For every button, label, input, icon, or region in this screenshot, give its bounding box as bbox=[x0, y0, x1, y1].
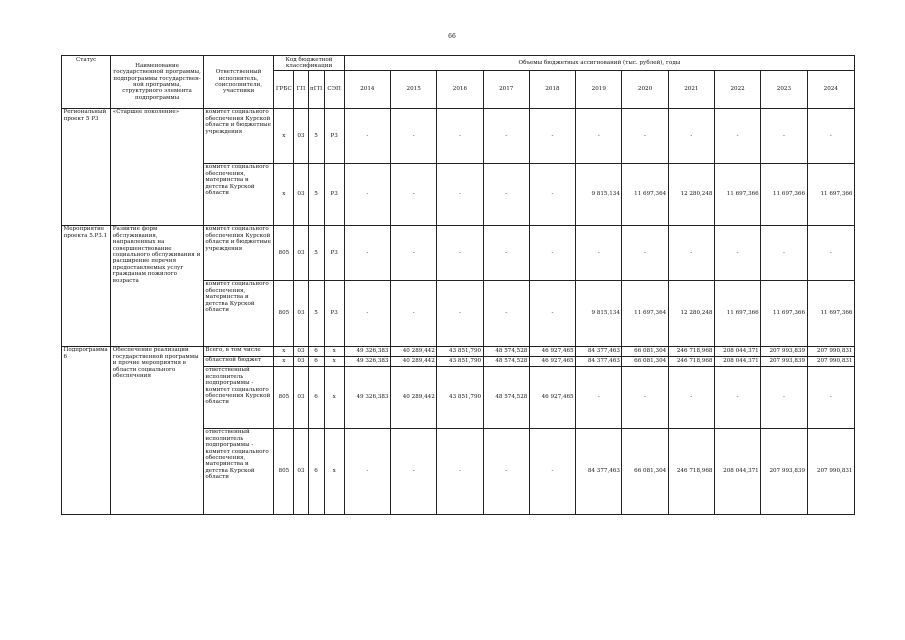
row-code-cell: х bbox=[324, 356, 344, 366]
row-code-cell: 03 bbox=[294, 280, 308, 346]
row-value-cell: 207 993,839 bbox=[761, 356, 807, 366]
row-value-cell: - bbox=[576, 225, 622, 280]
header-year: 2023 bbox=[761, 70, 807, 108]
row-code-cell: 03 bbox=[294, 108, 308, 163]
row-value-cell: 66 081,304 bbox=[622, 346, 668, 356]
page-number: 66 bbox=[448, 33, 456, 40]
row-value-cell: 11 697,364 bbox=[622, 280, 668, 346]
row-value-cell: 46 927,465 bbox=[529, 346, 575, 356]
row-value-cell: - bbox=[437, 163, 483, 225]
row-value-cell: 49 326,383 bbox=[344, 356, 390, 366]
row-value-cell: - bbox=[714, 225, 760, 280]
row-code-cell: 805 bbox=[274, 428, 294, 514]
row-value-cell: - bbox=[344, 280, 390, 346]
row-value-cell: 66 081,304 bbox=[622, 356, 668, 366]
header-name: Наименование государственной программы, подпрограммы государствен-ной программы, структурного элемента подпрограммы bbox=[111, 56, 204, 109]
row-value-cell: 11 697,366 bbox=[714, 163, 760, 225]
row-code-cell: х bbox=[324, 346, 344, 356]
row-code-cell: 5 bbox=[308, 225, 324, 280]
row-executor: ответственный исполнитель подпрограммы - комитет социального обеспечения, материнства и детства Курской области bbox=[203, 428, 273, 514]
row-value-cell: 84 377,463 bbox=[576, 346, 622, 356]
row-value-cell: 11 697,366 bbox=[807, 163, 854, 225]
row-value-cell: 12 280,248 bbox=[668, 163, 714, 225]
row-program-name: Обеспечение реализации государственной программы и прочие мероприятия в области социального обеспечения bbox=[111, 346, 204, 514]
row-code-cell: х bbox=[274, 163, 294, 225]
header-code-sep: СЭП bbox=[324, 70, 344, 108]
row-value-cell: - bbox=[807, 225, 854, 280]
row-code-cell: 03 bbox=[294, 346, 308, 356]
row-value-cell: 11 697,366 bbox=[761, 163, 807, 225]
row-value-cell: 207 990,831 bbox=[807, 356, 854, 366]
row-code-cell: 805 bbox=[274, 280, 294, 346]
row-value-cell: - bbox=[483, 428, 529, 514]
row-value-cell: - bbox=[807, 108, 854, 163]
row-code-cell: х bbox=[274, 108, 294, 163]
header-budget-code: Код бюджетной классификации bbox=[274, 56, 344, 71]
row-value-cell: - bbox=[344, 163, 390, 225]
table-row bbox=[62, 346, 855, 356]
row-code-cell: 805 bbox=[274, 225, 294, 280]
budget-table bbox=[61, 55, 855, 515]
row-value-cell: 66 081,304 bbox=[622, 428, 668, 514]
row-value-cell: - bbox=[529, 225, 575, 280]
row-value-cell: - bbox=[391, 108, 437, 163]
row-value-cell: 9 815,134 bbox=[576, 163, 622, 225]
row-value-cell: - bbox=[576, 366, 622, 428]
row-value-cell: 48 574,528 bbox=[483, 346, 529, 356]
row-value-cell: 48 574,528 bbox=[483, 356, 529, 366]
row-code-cell: 6 bbox=[308, 366, 324, 428]
table-row bbox=[62, 108, 855, 163]
row-value-cell: 11 697,366 bbox=[807, 280, 854, 346]
row-value-cell: 11 697,366 bbox=[761, 280, 807, 346]
row-code-cell: 6 bbox=[308, 356, 324, 366]
header-executor: Ответственный исполнитель, соисполнители, участники bbox=[203, 56, 273, 109]
row-executor: комитет социального обеспечения Курской области и бюджетные учреждения bbox=[203, 108, 273, 163]
row-value-cell: - bbox=[437, 280, 483, 346]
row-value-cell: - bbox=[483, 280, 529, 346]
row-value-cell: - bbox=[529, 108, 575, 163]
row-value-cell: 40 289,442 bbox=[391, 346, 437, 356]
row-value-cell: - bbox=[761, 225, 807, 280]
row-value-cell: - bbox=[668, 225, 714, 280]
row-value-cell: - bbox=[483, 225, 529, 280]
row-code-cell: 03 bbox=[294, 225, 308, 280]
table-row bbox=[62, 225, 855, 280]
row-value-cell: - bbox=[344, 225, 390, 280]
row-value-cell: 40 289,442 bbox=[391, 366, 437, 428]
header-code-grbs: ГРБС bbox=[274, 70, 294, 108]
header-year: 2021 bbox=[668, 70, 714, 108]
header-year: 2020 bbox=[622, 70, 668, 108]
header-year: 2014 bbox=[344, 70, 390, 108]
row-value-cell: 12 280,248 bbox=[668, 280, 714, 346]
row-value-cell: 11 697,366 bbox=[714, 280, 760, 346]
row-status: Мероприятие проекта 5.Р3.1 bbox=[62, 225, 111, 346]
row-executor: Всего, в том числе bbox=[203, 346, 273, 356]
header-code-gp: ГП bbox=[294, 70, 308, 108]
header-year: 2024 bbox=[807, 70, 854, 108]
row-value-cell: 246 718,968 bbox=[668, 356, 714, 366]
row-code-cell: 6 bbox=[308, 346, 324, 356]
row-value-cell: - bbox=[483, 108, 529, 163]
row-value-cell: 46 927,465 bbox=[529, 356, 575, 366]
row-code-cell: 5 bbox=[308, 108, 324, 163]
row-value-cell: 43 851,790 bbox=[437, 366, 483, 428]
row-value-cell: 43 851,790 bbox=[437, 346, 483, 356]
row-code-cell: 03 bbox=[294, 356, 308, 366]
row-value-cell: - bbox=[391, 280, 437, 346]
row-status: Подпрограмма 6 bbox=[62, 346, 111, 514]
row-code-cell: 5 bbox=[308, 163, 324, 225]
row-executor: ответственный исполнитель подпрограммы - комитет социального обеспечения Курской области bbox=[203, 366, 273, 428]
row-value-cell: - bbox=[344, 428, 390, 514]
row-value-cell: - bbox=[391, 163, 437, 225]
row-executor: комитет социального обеспечения Курской области и бюджетные учреждения bbox=[203, 225, 273, 280]
row-value-cell: 208 044,371 bbox=[714, 356, 760, 366]
row-value-cell: 46 927,465 bbox=[529, 366, 575, 428]
row-value-cell: - bbox=[576, 108, 622, 163]
row-code-cell: 6 bbox=[308, 428, 324, 514]
header-year: 2015 bbox=[391, 70, 437, 108]
header-status: Статус bbox=[62, 56, 111, 109]
row-value-cell: 208 044,371 bbox=[714, 428, 760, 514]
row-value-cell: - bbox=[714, 108, 760, 163]
row-executor: комитет социального обеспечения, материнства и детства Курской области bbox=[203, 280, 273, 346]
row-executor: областной бюджет bbox=[203, 356, 273, 366]
row-value-cell: - bbox=[483, 163, 529, 225]
header-year: 2019 bbox=[576, 70, 622, 108]
row-value-cell: - bbox=[391, 428, 437, 514]
row-value-cell: - bbox=[668, 366, 714, 428]
row-value-cell: - bbox=[529, 280, 575, 346]
header-volumes: Объемы бюджетных ассигнований (тыс. рублей), годы bbox=[344, 56, 854, 71]
row-value-cell: 9 815,134 bbox=[576, 280, 622, 346]
row-code-cell: Р3 bbox=[324, 225, 344, 280]
row-code-cell: Р3 bbox=[324, 108, 344, 163]
row-value-cell: - bbox=[714, 366, 760, 428]
row-value-cell: - bbox=[761, 366, 807, 428]
row-code-cell: 03 bbox=[294, 428, 308, 514]
row-value-cell: 207 993,839 bbox=[761, 346, 807, 356]
row-value-cell: 246 718,968 bbox=[668, 428, 714, 514]
row-value-cell: - bbox=[529, 163, 575, 225]
row-value-cell: - bbox=[622, 366, 668, 428]
header-year: 2017 bbox=[483, 70, 529, 108]
row-value-cell: - bbox=[391, 225, 437, 280]
header-code-pgp: пГП bbox=[308, 70, 324, 108]
row-code-cell: х bbox=[274, 356, 294, 366]
row-status: Региональный проект 5 Р3 bbox=[62, 108, 111, 225]
header-year: 2022 bbox=[714, 70, 760, 108]
row-code-cell: 805 bbox=[274, 366, 294, 428]
row-code-cell: 5 bbox=[308, 280, 324, 346]
row-value-cell: 84 377,463 bbox=[576, 356, 622, 366]
row-value-cell: - bbox=[529, 428, 575, 514]
row-value-cell: 84 377,463 bbox=[576, 428, 622, 514]
row-executor: комитет социального обеспечения, материнства и детства Курской области bbox=[203, 163, 273, 225]
row-value-cell: - bbox=[622, 225, 668, 280]
row-value-cell: 207 990,831 bbox=[807, 346, 854, 356]
row-value-cell: - bbox=[622, 108, 668, 163]
row-value-cell: - bbox=[761, 108, 807, 163]
row-code-cell: х bbox=[324, 428, 344, 514]
row-code-cell: 03 bbox=[294, 163, 308, 225]
row-code-cell: х bbox=[274, 346, 294, 356]
row-code-cell: 03 bbox=[294, 366, 308, 428]
header-year: 2018 bbox=[529, 70, 575, 108]
row-value-cell: - bbox=[437, 428, 483, 514]
row-code-cell: Р3 bbox=[324, 163, 344, 225]
row-value-cell: 11 697,364 bbox=[622, 163, 668, 225]
row-value-cell: 207 990,831 bbox=[807, 428, 854, 514]
row-value-cell: 49 326,383 bbox=[344, 346, 390, 356]
row-value-cell: - bbox=[807, 366, 854, 428]
row-value-cell: 208 044,371 bbox=[714, 346, 760, 356]
row-code-cell: х bbox=[324, 366, 344, 428]
row-value-cell: 207 993,839 bbox=[761, 428, 807, 514]
row-value-cell: 43 851,790 bbox=[437, 356, 483, 366]
row-value-cell: - bbox=[668, 108, 714, 163]
header-year: 2016 bbox=[437, 70, 483, 108]
row-value-cell: - bbox=[437, 108, 483, 163]
row-value-cell: 49 326,383 bbox=[344, 366, 390, 428]
row-value-cell: 246 718,968 bbox=[668, 346, 714, 356]
row-value-cell: - bbox=[344, 108, 390, 163]
row-program-name: Развитие форм обслуживания, направленных на совершенствование социального обслуживания и расширение перечня предоставляемых услуг гражданам пожилого возраста bbox=[111, 225, 204, 346]
row-program-name: «Старшее поколение» bbox=[111, 108, 204, 225]
row-value-cell: 48 574,528 bbox=[483, 366, 529, 428]
row-value-cell: - bbox=[437, 225, 483, 280]
row-code-cell: Р3 bbox=[324, 280, 344, 346]
row-value-cell: 40 289,442 bbox=[391, 356, 437, 366]
